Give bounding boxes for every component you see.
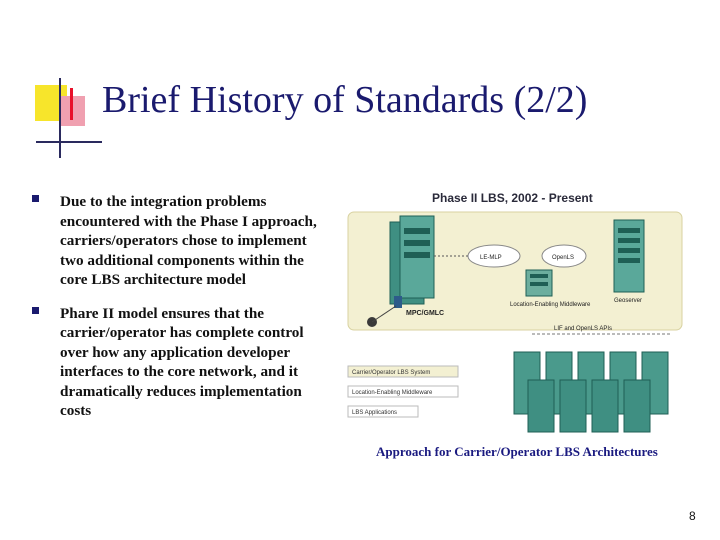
lif-openls-apis-label: LIF and OpenLS APIs (554, 326, 613, 332)
le-mlp-label: LE-MLP (480, 255, 502, 261)
bullet-item (32, 192, 332, 290)
bullet-list (32, 192, 332, 435)
title-ornament (0, 0, 110, 160)
geoserver-label: Geoserver (614, 298, 643, 304)
figure-caption: Approach for Carrier/Operator LBS Architectures (376, 444, 658, 459)
bullet-text: Due to the integration problems encountered with the Phase I approach, carriers/operators chose to implement two additional components within the core LBS architecture model (60, 193, 317, 288)
legend-applications-label: LBS Applications (352, 410, 398, 416)
bullet-text: Phare II model ensures that the carrier/operator has complete control over how any application developer interfaces to the core network, and it dramatically reduces implementation costs (60, 304, 304, 419)
mpc-gmlc-label: MPC/GMLC (406, 310, 445, 317)
legend-middleware-label: Location-Enabling Middleware (352, 390, 433, 396)
architecture-diagram (342, 184, 684, 440)
openls-label: OpenLS (552, 255, 575, 261)
ornament-horizontal-line (36, 141, 102, 143)
slide-title: Brief History of Standards (2/2) (102, 79, 588, 121)
geoserver-icon (614, 220, 644, 292)
location-enabling-middleware-label: Location-Enabling Middleware (510, 302, 591, 308)
mpc-gmlc-server-icon (390, 216, 434, 304)
figure-heading: Phase II LBS, 2002 - Present (432, 191, 593, 205)
ornament-red-line (70, 88, 73, 120)
bullet-item (32, 304, 332, 421)
square-bullet-icon (32, 307, 39, 314)
legend-carrier-label: Carrier/Operator LBS System (352, 370, 431, 376)
ornament-vertical-line (59, 78, 61, 158)
square-bullet-icon (32, 195, 39, 202)
middleware-server-icon (526, 270, 552, 296)
page-number: 8 (689, 509, 696, 523)
